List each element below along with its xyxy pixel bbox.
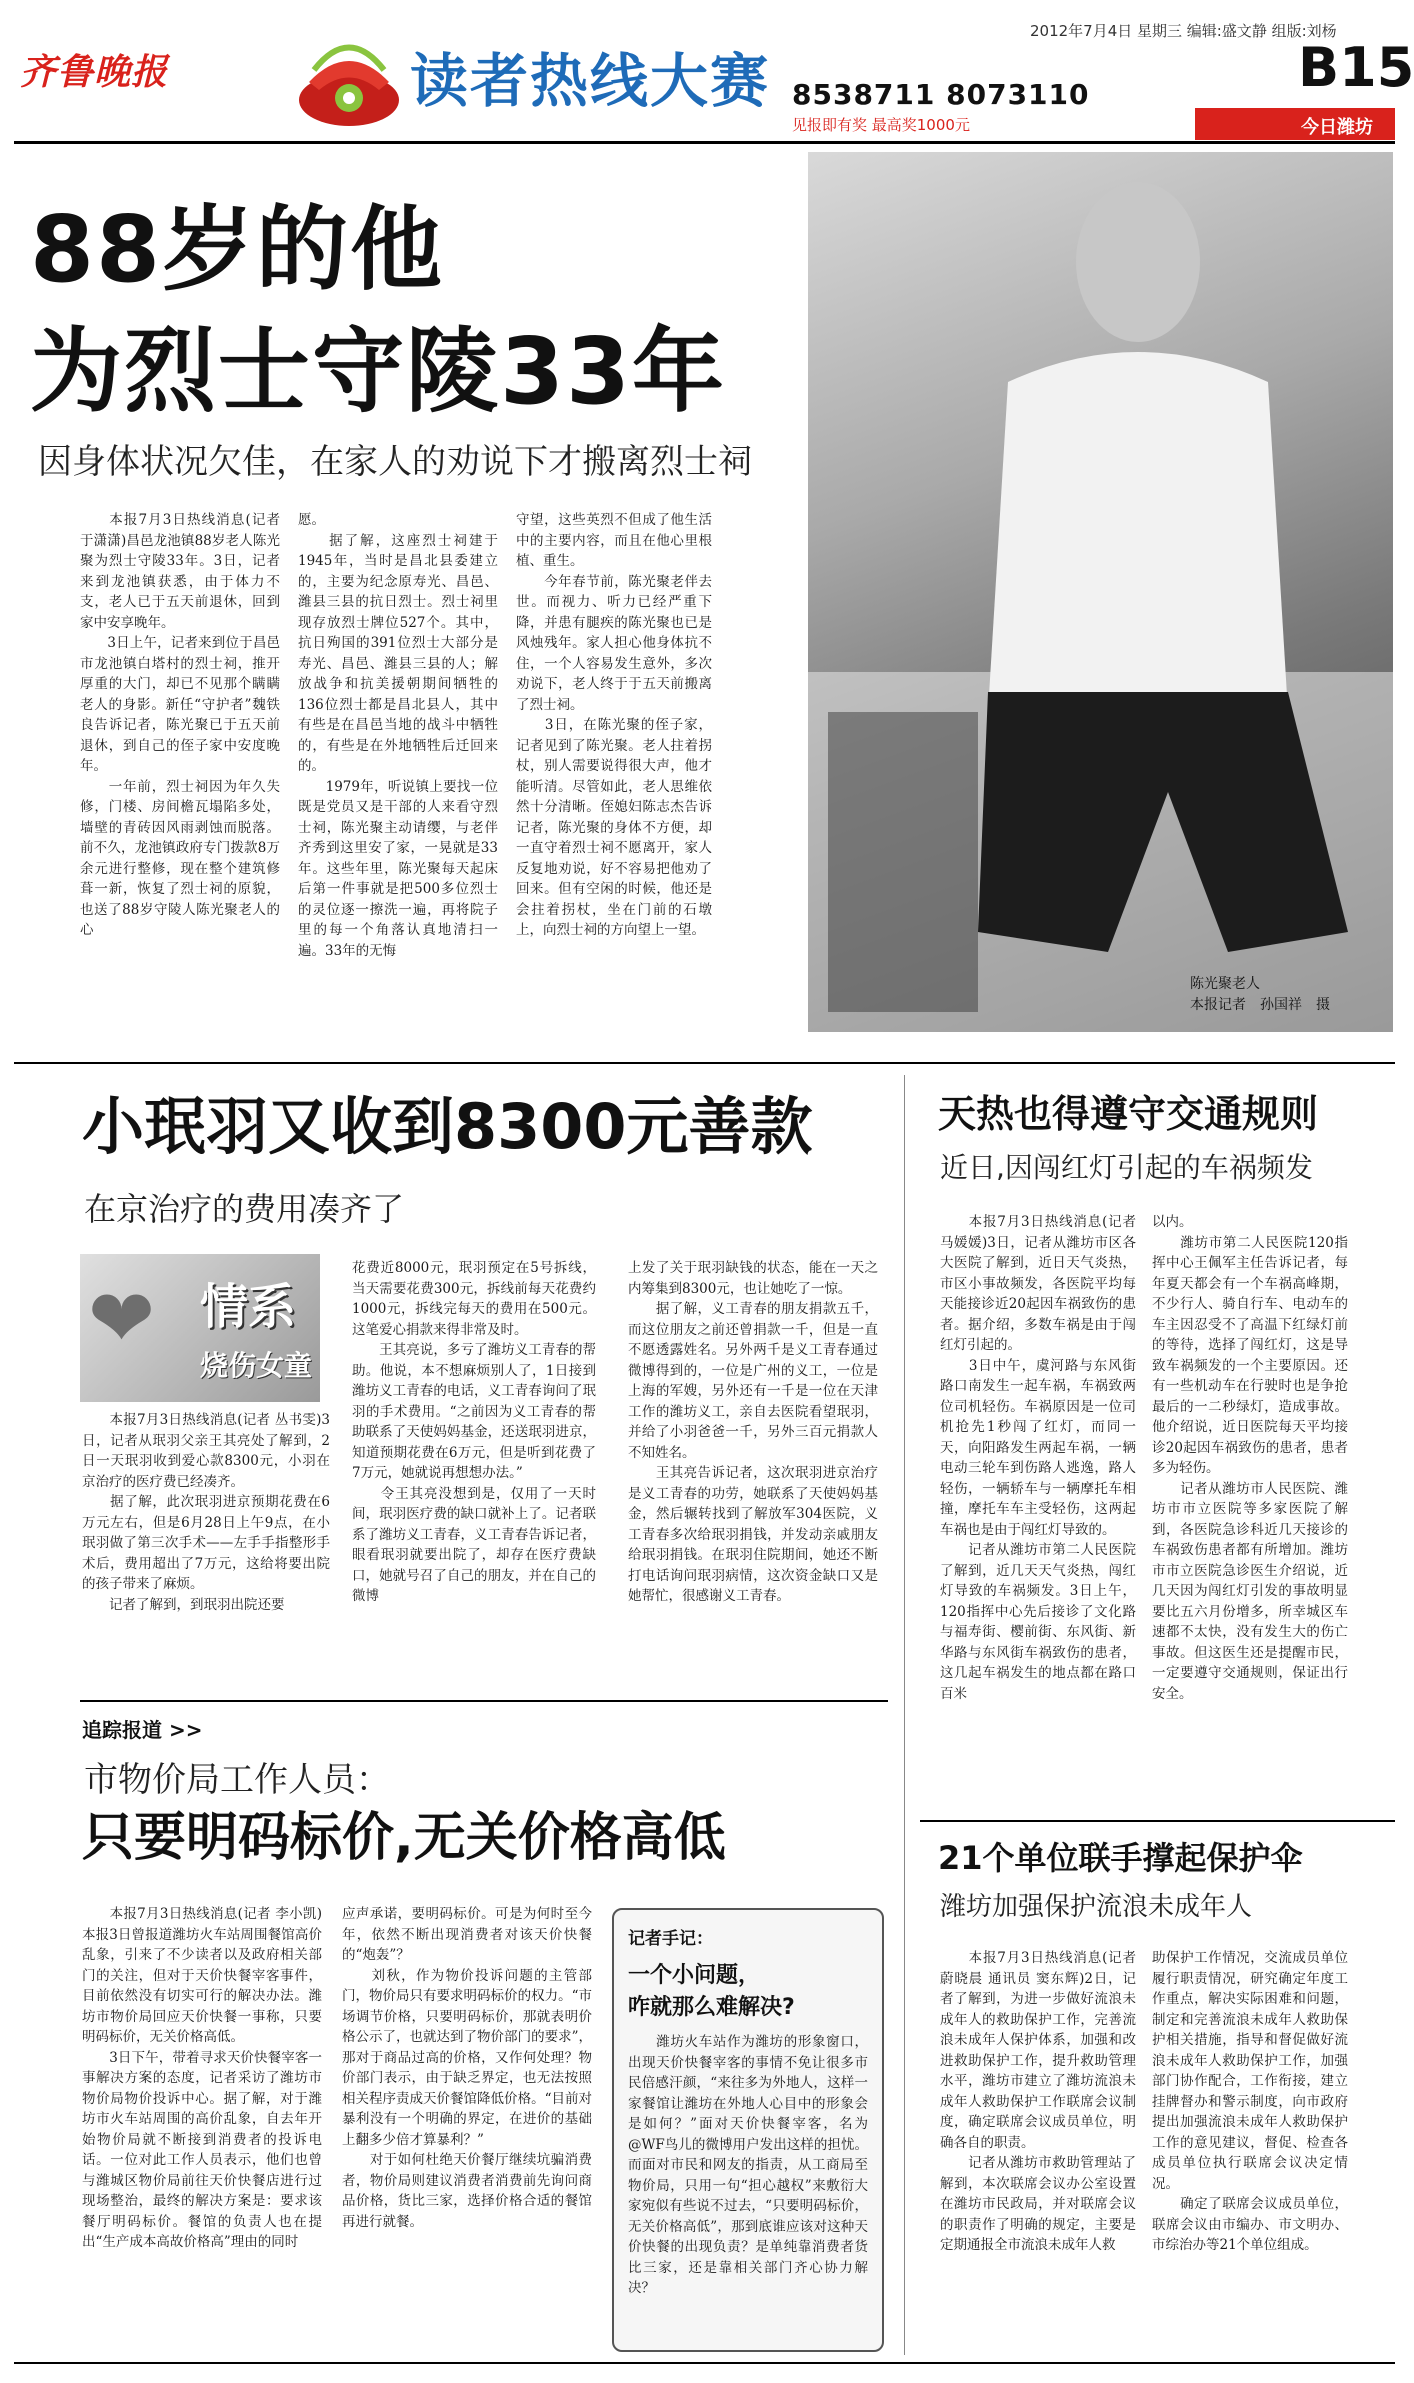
story4-reporter-note [612, 1908, 884, 2352]
photo-caption-credit: 本报记者 孙国祥 摄 [1190, 997, 1330, 1013]
note-text: 潍坊火车站作为潍坊的形象窗口，出现天价快餐宰客的事情不免让很多市民倍感汗颜，“来往多为外地人，这样一家餐馆让潍坊在外地人心目中的形象会是如何？”面对天价快餐宰客，名为@WF鸟儿的微博用户发出这样的担忧。而面对市民和网友的指责，从工商局至物价局，只用一句“担心越权”来敷衍大家宛似有些说不过去，“只要明码标价，无关价格高低”，那到底谁应该对这种天价快餐的出现负责？是单纯靠消费者货比三家，还是靠相关部门齐心协力解决？ [628, 2034, 868, 2296]
date-line: 2012年7月4日 星期三 编辑:盛文静 组版:刘杨 [1030, 22, 1337, 40]
story1-headline-line2: 为烈士守陵33年 [30, 318, 727, 425]
hotline-slogan: 见报即有奖 最高奖1000元 [792, 116, 970, 134]
story2-column-2: 花费近8000元，珉羽预定在5号拆线，当天需要花费300元，拆线前每天花费约1000元，拆线完每天的费用在500元。这笔爱心捐款来得非常及时。 王其亮说，多亏了潍坊义工青春的帮助。他说，本不想麻烦别人了，1日接到潍坊义工青春的电话，义工青春询问了珉羽的手术费用。“之前因为义工青春的帮助联系了天使妈妈基金，还送珉羽进京，知道预期花费在6万元，但是听到花费了7万元，她就说再想想办法。” 令王其亮没想到是，仅用了一天时间，珉羽医疗费的缺口就补上了。记者联系了潍坊义工青春，义工青春告诉记者，眼看珉羽就要出院了，却存在医疗费缺口，她就号召了自己的朋友，并在自己的微博 [352, 1260, 596, 1604]
edition-badge [1195, 108, 1395, 140]
story1-column-1: 本报7月3日热线消息(记者 于潇潇)昌邑龙池镇88岁老人陈光聚为烈士守陵33年。3日，记者来到龙池镇获悉，由于体力不支，老人已于五天前退休，回到家中安享晚年。 3日上午，记者来到位于昌邑市龙池镇白塔村的烈士祠，推开厚重的大门，却已不见那个瞒瞒老人的身影。新任“守护者”魏铁良告诉记者，陈光聚已于五天前退休，到自己的侄子家中安度晚年。 一年前，烈士祠因为年久失修，门楼、房间檐瓦塌陷多处，墙壁的青砖因风雨剥蚀而脱落。前不久，龙池镇政府专门拨款8万余元进行整修，现在整个建筑修葺一新，恢复了烈士祠的原貌，也送了88岁守陵人陈光聚老人的心 [80, 512, 280, 938]
story2-badge [80, 1254, 320, 1402]
story5-headline: 21个单位联手撑起保护伞 [938, 1839, 1303, 1877]
story4-kicker: 追踪报道 >> [82, 1718, 203, 1742]
story2-badge-subtitle: 烧伤女童 [200, 1349, 313, 1382]
story2-column-1: 本报7月3日热线消息(记者 丛书雯)3日，记者从珉羽父亲王其亮处了解到，2日一天珉羽收到爱心款8300元，小羽在京治疗的医疗费已经凑齐。 据了解，此次珉羽进京预期花费在6万元左右，但是6月28日上午9点，在小珉羽做了第三次手术——左手手指整形手术后，费用超出了7万元，这给将要出院的孩子带来了麻烦。 记者了解到，到珉羽出院还要 [82, 1412, 330, 1613]
section-title: 读者热线大赛 [410, 47, 771, 115]
heart-icon: ❤ [88, 1272, 156, 1365]
story5-column-1: 本报7月3日热线消息(记者 蔚晓晨 通讯员 窦东辉)2日，记者了解到，为进一步做好流浪未成年人的救助保护工作，完善流浪未成年人保护体系，加强和改进救助保护工作，提升救助管理水平，潍坊市建立了潍坊流浪未成年人救助保护工作联席会议制度，确定联席会议成员单位，明确各自的职责。 记者从潍坊市救助管理站了解到，本次联席会议办公室设置在潍坊市民政局，并对联席会议的职责作了明确的规定，主要是定期通报全市流浪未成年人救 [940, 1950, 1136, 2253]
telephone-icon [294, 30, 404, 130]
story2-column-3: 上发了关于珉羽缺钱的状态，能在一天之内筹集到8300元，也让她吃了一惊。 据了解，义工青春的朋友捐款五千，而这位朋友之前还曾捐款一千，但是一直不愿透露姓名。另外两千是义工青春通过微博得到的，一位是广州的义工，一位是上海的军嫂，另外还有一千是一位在天津工作的潍坊义工，亲自去医院看望珉羽，并给了小羽爸爸一千，另外三百元捐款人不知姓名。 王其亮告诉记者，这次珉羽进京治疗是义工青春的功劳，她联系了天使妈妈基金，然后辗转找到了解放军304医院，义工青春多次给珉羽捐钱，并发动亲戚朋友给珉羽捐钱。在珉羽住院期间，她还不断打电话询问珉羽病情，这次资金缺口又是她帮忙，很感谢义工青春。 [628, 1260, 878, 1604]
paper-logo: 齐鲁晚报 [20, 51, 169, 93]
page-number: B15 [1298, 36, 1414, 99]
story1-subheadline: 因身体状况欠佳，在家人的劝说下才搬离烈士祠 [38, 442, 752, 482]
note-title-line1: 一个小问题， [628, 1963, 761, 1988]
story2-headline: 小珉羽又收到8300元善款 [82, 1090, 813, 1163]
story4-column-2: 应声承诺，要明码标价。可是为何时至今年，依然不断出现消费者对该天价快餐的“炮轰”？ 刘秋，作为物价投诉问题的主管部门，物价局只有要求明码标价的权力。“市场调节价格，只要明码标价，那就表明价格公示了，也就达到了物价部门的要求”，那对于商品过高的价格，又作何处理？物价部门表示，由于缺乏界定，也无法按照相关程序责成天价餐馆降低价格。“目前对暴利没有一个明确的界定，在进价的基础上翻多少倍才算暴利？” 对于如何杜绝天价餐厅继续坑骗消费者，物价局则建议消费者消费前先询问商品价格，货比三家，选择价格合适的餐馆再进行就餐。 [342, 1906, 592, 2230]
story3-column-2: 以内。 潍坊市第二人民医院120指挥中心王佩军主任告诉记者，每年夏天都会有一个车祸高峰期，不少行人、骑自行车、电动车的车主因忍受不了高温下红绿灯前的等待，选择了闯红灯，这是导致车祸频发的一个主要原因。还有一些机动车在行驶时也是争抢最后的一二秒绿灯，造成事故。他介绍说，近日医院每天平均接诊20起因车祸致伤的患者，患者多为轻伤。 记者从潍坊市人民医院、潍坊市市立医院等多家医院了解到，各医院急诊科近几天接诊的车祸致伤患者都有所增加。潍坊市市立医院急诊医生介绍说，近几天因为闯红灯引发的事故明显要比五六月份增多，所幸城区车速都不太快，没有发生大的伤亡事故。但这医生还是提醒市民，一定要遵守交通规则，保证出行安全。 [1152, 1214, 1348, 1702]
story1-column-3: 守望，这些英烈不但成了他生活中的主要内容，而且在他心里根植、重生。 今年春节前，陈光聚老伴去世。而视力、听力已经严重下降，并患有腿疾的陈光聚也已是风烛残年。家人担心他身体抗不住，一个人容易发生意外，多次劝说下，老人终于于五天前搬离了烈士祠。 3日，在陈光聚的侄子家，记者见到了陈光聚。老人拄着拐杖，别人需要说得很大声，他才能听清。尽管如此，老人思维依然十分清晰。侄媳妇陈志杰告诉记者，陈光聚的身体不方便，却一直守着烈士祠不愿离开，家人反复地劝说，好不容易把他劝了回来。但有空闲的时候，他还是会拄着拐杖，坐在门前的石墩上，向烈士祠的方向望上一望。 [516, 512, 712, 938]
story1-photo-caption [1190, 974, 1390, 1016]
story1-photo [808, 152, 1393, 1032]
story2-bottom-rule [80, 1700, 888, 1702]
story3-headline: 天热也得遵守交通规则 [938, 1092, 1319, 1136]
note-title-line2: 咋就那么难解决? [628, 1995, 795, 2020]
story4-column-1: 本报7月3日热线消息(记者 李小凯)本报3日曾报道潍坊火车站周围餐馆高价乱象，引来了不少读者以及政府相关部门的关注，但对于天价快餐宰客事件，目前依然没有切实可行的解决办法。潍坊市物价局回应天价快餐一事称，只要明码标价，无关价格高低。 3日下午，带着寻求天价快餐宰客一事解决方案的态度，记者采访了潍坊市物价局物价投诉中心。据了解，对于潍坊市火车站周围的高价乱象，自去年开始物价局就不断接到消费者的投诉电话。一位对此工作人员表示，他们也曾与潍城区物价局前往天价快餐店进行过现场整治，最终的解决方案是：要求该餐厅明码标价。餐馆的负责人也在提出“生产成本高故价格高”理由的同时 [82, 1906, 322, 2250]
photo-caption-name: 陈光聚老人 [1190, 976, 1260, 992]
story4-topline: 市物价局工作人员： [84, 1760, 390, 1800]
edition-label: 今日潍坊 [1301, 117, 1373, 138]
story5-subheadline: 潍坊加强保护流浪未成年人 [940, 1892, 1253, 1922]
story2-subheadline: 在京治疗的费用凑齐了 [84, 1190, 405, 1228]
story4-headline: 只要明码标价,无关价格高低 [82, 1808, 726, 1868]
story3-column-1: 本报7月3日热线消息(记者 马媛媛)3日，记者从潍坊市区各大医院了解到，近日天气炎热，市区小事故频发，各医院平均每天能接诊近20起因车祸致伤的患者。据介绍，多数车祸是由于闯红灯引起的。 3日中午，虞河路与东风街路口南发生一起车祸，车祸致两位司机轻伤。车祸原因是一位司机抢先1秒闯了红灯，而同一天，向阳路发生两起车祸，一辆电动三轮车到伤路人逃逸，路人轻伤，一辆轿车与一辆摩托车相撞，摩托车车主受轻伤，这两起车祸也是由于闯红灯导致的。 记者从潍坊市第二人民医院了解到，近几天天气炎热，闯红灯导致的车祸频发。3日上午，120指挥中心先后接诊了文化路与福寿街、樱前街、东风街、新华路与东风街车祸致伤的患者，这几起车祸发生的地点都在路口百米 [940, 1214, 1136, 1702]
story1-bottom-rule [14, 1062, 1395, 1064]
note-label: 记者手记： [628, 1929, 713, 1949]
story3-subheadline: 近日,因闯红灯引起的车祸频发 [940, 1151, 1313, 1184]
page-bottom-rule [14, 2362, 1395, 2364]
story1-headline-line1: 88岁的他 [30, 196, 445, 303]
story1-column-2: 愿。 据了解，这座烈士祠建于1945年，当时是昌北县委建立的，主要为纪念原寿光、昌邑、潍县三县的抗日烈士。烈士祠里现存放烈士牌位527个。其中，抗日殉国的391位烈士大部分是寿光、昌邑、潍县三县的人；解放战争和抗美援朝期间牺牲的136位烈士都是昌北县人，其中有些是在昌邑当地的战斗中牺牲的，有些是在外地牺牲后迁回来的。 1979年，听说镇上要找一位既是党员又是干部的人来看守烈士祠，陈光聚主动请缨，与老伴齐秀到这里安了家，一晃就是33年。这些年里，陈光聚每天起床后第一件事就是把500多位烈士的灵位逐一擦洗一遍，再将院子里的每一个角落认真地清扫一遍。33年的无悔 [298, 512, 498, 959]
hotline-numbers: 8538711 8073110 [792, 78, 1090, 111]
story3-bottom-rule [920, 1820, 1395, 1822]
column-divider [904, 1075, 905, 2355]
story2-badge-title: 情系 [200, 1279, 297, 1335]
masthead-rule [14, 141, 1395, 144]
story5-column-2: 助保护工作情况，交流成员单位履行职责情况，研究确定年度工作重点，解决实际困难和问题，制定和完善流浪未成年人救助保护相关措施，指导和督促做好流浪未成年人救助保护工作，加强部门协作配合，工作衔接，建立挂牌督办和警示制度，向市政府提出加强流浪未成年人救助保护工作的意见建议，督促、检查各成员单位执行联席会议决定情况。 确定了联席会议成员单位，联席会议由市编办、市文明办、市综治办等21个单位组成。 [1152, 1950, 1348, 2253]
